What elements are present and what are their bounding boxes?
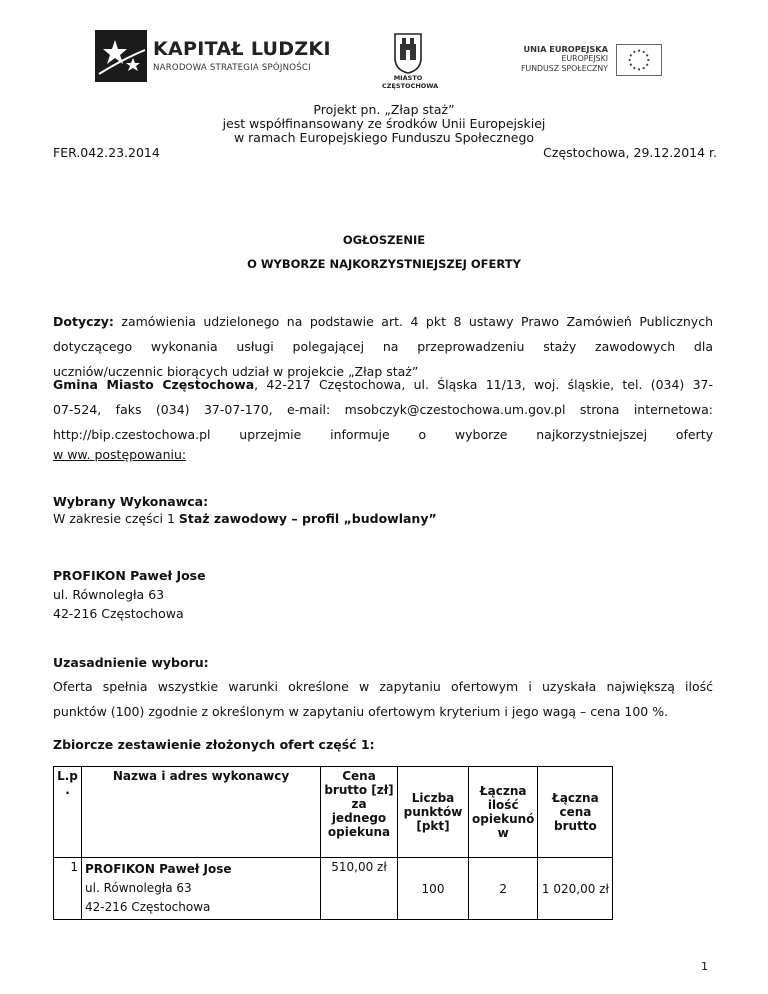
row-price: 510,00 zł	[321, 858, 398, 920]
header-name: Nazwa i adres wykonawcy	[82, 767, 321, 858]
concerns-label: Dotyczy:	[53, 314, 114, 329]
kapital-ludzki-logo	[95, 30, 335, 82]
project-line2: jest współfinansowany ze środków Unii Europejskiej	[222, 116, 546, 131]
selected-company-city: 42-216 Częstochowa	[53, 606, 184, 621]
selected-scope	[53, 510, 713, 527]
announcer-name: Gmina Miasto Częstochowa	[53, 377, 255, 392]
selected-heading: Wybrany Wykonawca:	[53, 494, 209, 509]
concerns-line3: uczniów/uczennic biorących udział w projekcie „Złap staż”	[53, 364, 419, 379]
kapital-ludzki-subtitle: NARODOWA STRATEGIA SPÓJNOŚCI	[153, 63, 311, 73]
selected-company-street: ul. Równoległa 63	[53, 587, 165, 602]
city-crest-icon	[393, 32, 423, 74]
justification-heading-text: Uzasadnienie wyboru:	[53, 655, 209, 670]
row-points: 100	[398, 858, 469, 920]
eu-line1: UNIA EUROPEJSKA	[523, 44, 608, 54]
header-points: Liczba punktów [pkt]	[398, 767, 469, 858]
announcer-line3: http://bip.czestochowa.pl uprzejmie informuje o wyborze najkorzystniejszej oferty	[53, 427, 713, 442]
justification-paragraph	[53, 674, 713, 724]
czestochowa-city-logo	[382, 32, 439, 94]
row-company: PROFIKON Paweł Jose	[85, 862, 232, 876]
project-line3: w ramach Europejskiego Funduszu Społecznego	[233, 130, 535, 145]
table-row	[54, 858, 613, 920]
announcer-paragraph	[53, 372, 713, 463]
offers-table-header-row	[54, 767, 613, 858]
city-name-line2: CZĘSTOCHOWA	[382, 82, 439, 90]
concerns-text1: zamówienia udzielonego na podstawie art. 4 pkt 8 ustawy Prawo Zamówień Publicznych	[113, 314, 713, 329]
place-date: Częstochowa, 29.12.2014 r.	[543, 145, 717, 160]
row-street: ul. Równoległa 63	[85, 881, 192, 895]
concerns-line1	[53, 309, 713, 334]
justification-heading	[53, 654, 713, 671]
justification-line2: punktów (100) zgodnie z określonym w zapytaniu ofertowym kryterium i jego wagą – cena 100 %.	[53, 704, 669, 719]
selected-contractor-section	[53, 493, 713, 527]
eu-line2: EUROPEJSKI	[561, 54, 608, 63]
announcer-line2: 07-524, faks (034) 37-07-170, e-mail: msobczyk@czestochowa.um.gov.pl strona internetowa:	[53, 402, 713, 417]
summary-heading-text: Zbiorcze zestawienie złożonych ofert część 1:	[53, 737, 375, 752]
announcer-address: , 42-217 Częstochowa, ul. Śląska 11/13, woj. śląskie, tel. (034) 37-	[254, 377, 713, 392]
kapital-ludzki-title: KAPITAŁ LUDZKI	[153, 38, 331, 60]
summary-heading	[53, 736, 713, 753]
eu-line3: FUNDUSZ SPOŁECZNY	[521, 64, 608, 73]
selected-company-block	[53, 566, 713, 623]
selected-company-name: PROFIKON Paweł Jose	[53, 568, 206, 583]
city-name-line1: MIASTO	[393, 74, 423, 82]
selected-scope-prefix: W zakresie części 1	[53, 511, 179, 526]
announcer-line1	[53, 372, 713, 397]
header-lp: L.p .	[54, 767, 82, 858]
row-qty: 2	[469, 858, 538, 920]
concerns-line2: dotyczącego wykonania usługi polegającej na przeprowadzeniu staży zawodowych dla	[53, 339, 713, 354]
project-line1: Projekt pn. „Złap staż”	[313, 102, 455, 117]
row-contractor	[82, 858, 321, 920]
header-total: Łączna cena brutto	[538, 767, 613, 858]
announcer-line4: w ww. postępowaniu:	[53, 447, 187, 462]
kapital-ludzki-star-icon	[95, 30, 147, 82]
row-total: 1 020,00 zł	[538, 858, 613, 920]
eu-flag-icon	[616, 44, 662, 76]
row-lp: 1	[54, 858, 82, 920]
header-price: Cena brutto [zł] za jednego opiekuna	[321, 767, 398, 858]
eu-logo-text	[521, 44, 608, 74]
selected-scope-profile: Staż zawodowy – profil „budowlany”	[178, 511, 437, 526]
announcement-title: OGŁOSZENIE	[342, 233, 426, 247]
page-number: 1	[701, 960, 708, 973]
justification-line1: Oferta spełnia wszystkie warunki określone w zapytaniu ofertowym i uzyskała największą ilość	[53, 679, 713, 694]
row-city: 42-216 Częstochowa	[85, 900, 211, 914]
offers-table	[53, 766, 613, 920]
reference-number: FER.042.23.2014	[53, 145, 160, 160]
header-qty: Łączna ilość opiekunó w	[469, 767, 538, 858]
announcement-subtitle: O WYBORZE NAJKORZYSTNIEJSZEJ OFERTY	[247, 257, 521, 271]
eu-efs-logo	[512, 44, 662, 84]
